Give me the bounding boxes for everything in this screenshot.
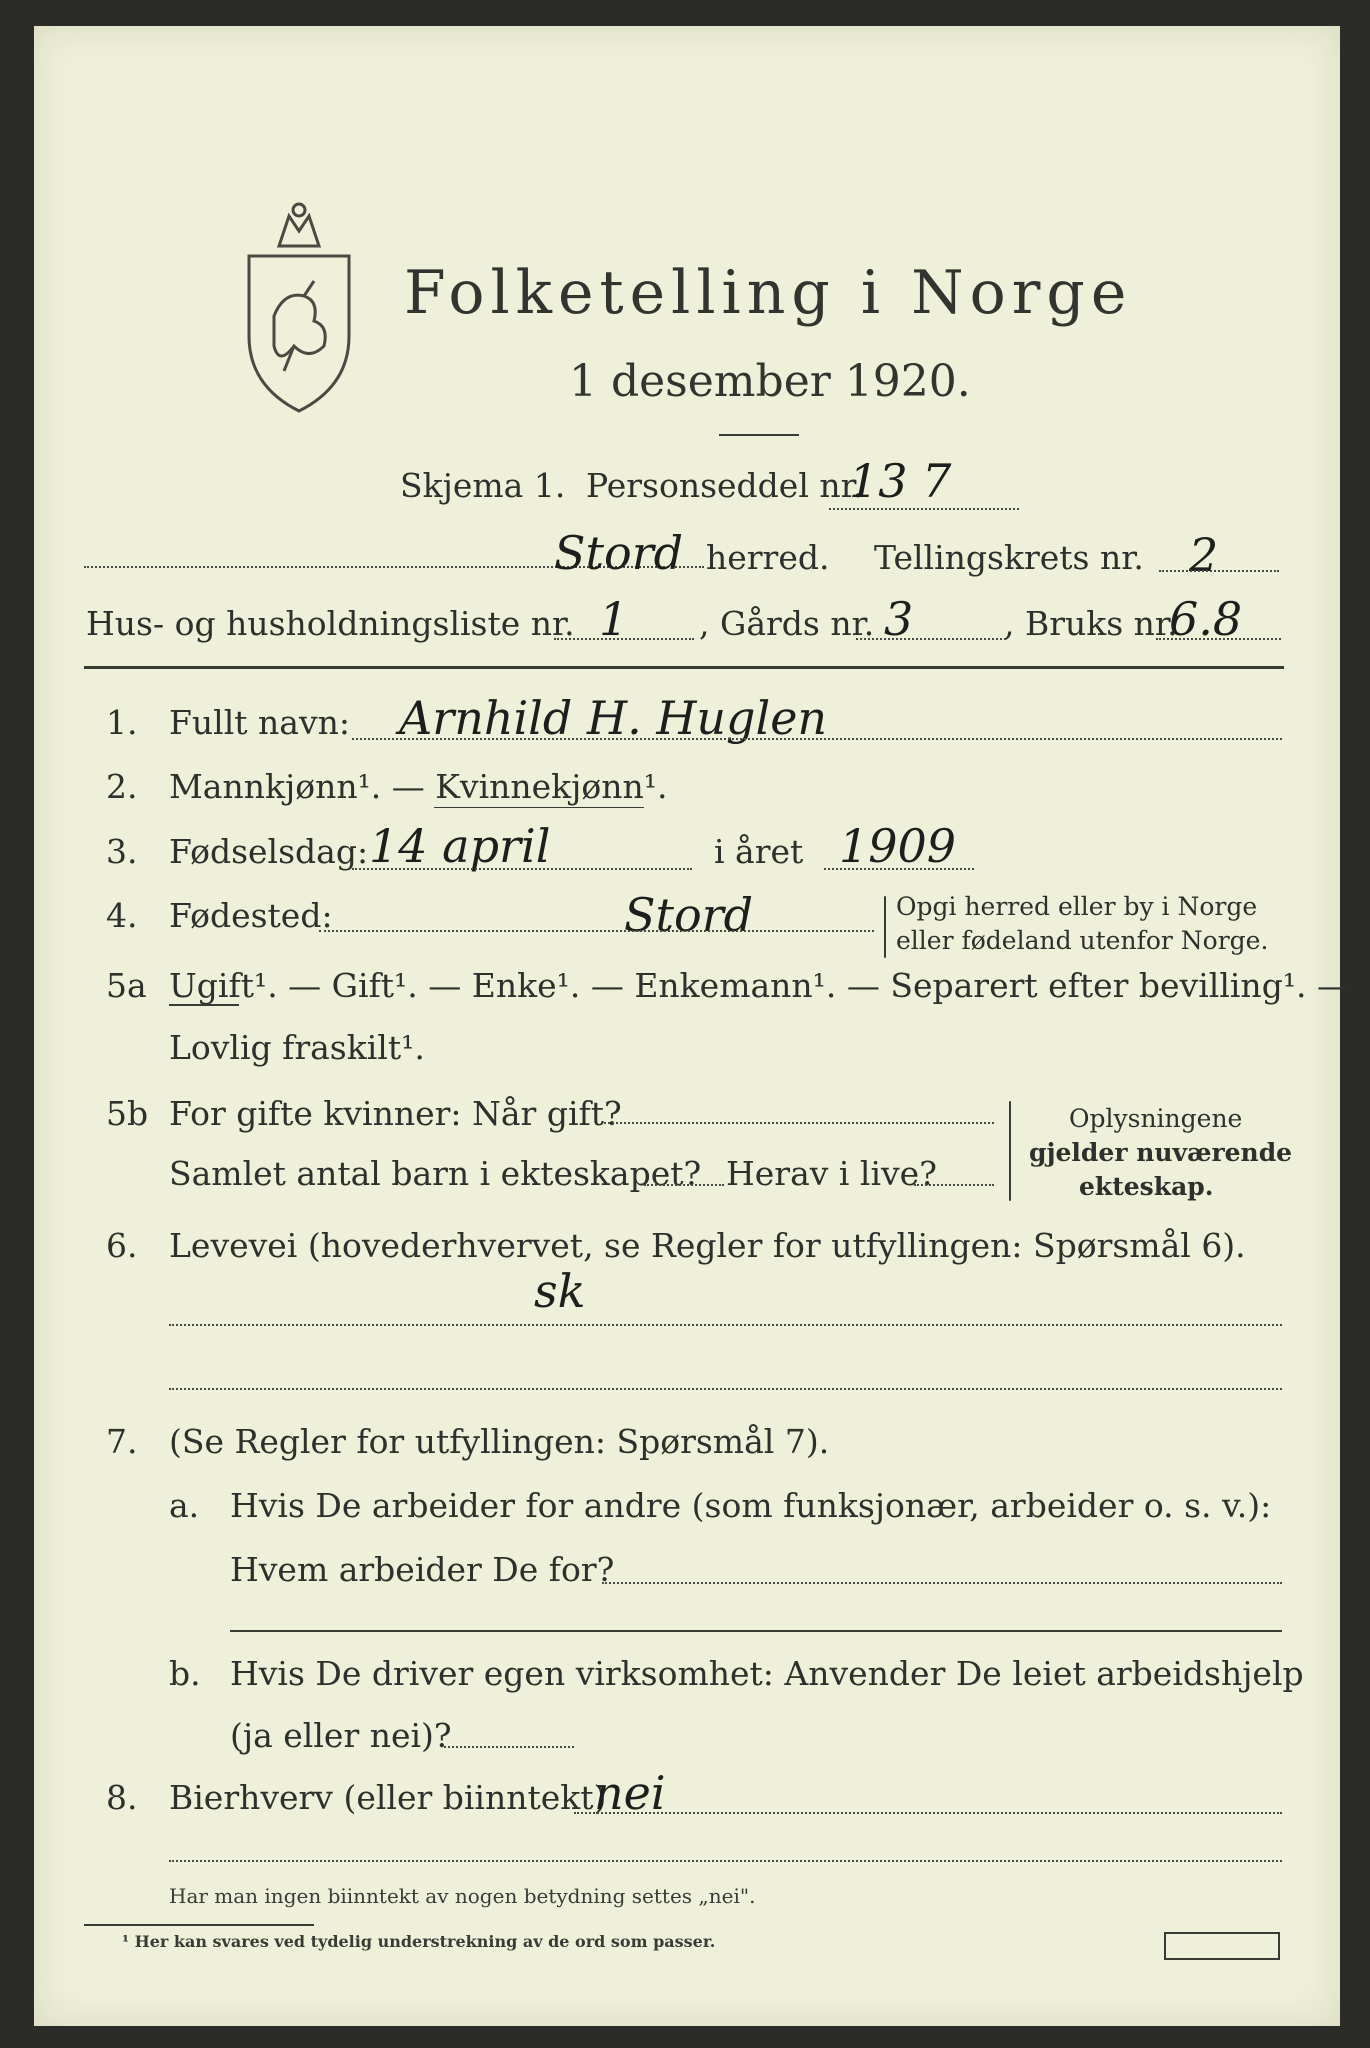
tellingskrets-line <box>1159 570 1279 572</box>
q7-number: 7. <box>106 1422 138 1461</box>
q6-line1 <box>169 1324 1282 1326</box>
census-date: 1 desember 1920. <box>569 356 971 407</box>
q5b-children-label: Samlet antal barn i ekteskapet? <box>169 1154 702 1193</box>
q6-label: Levevei (hovederhvervet, se Regler for utfyllingen: Spørsmål 6). <box>169 1226 1246 1265</box>
q3-year-value: 1909 <box>839 819 957 873</box>
personseddel-value: 13 7 <box>849 454 952 508</box>
q5a-underline-ugift <box>169 1004 239 1006</box>
q8-side-income-value: nei <box>594 1766 666 1820</box>
side-income-note: Har man ingen biinntekt av nogen betydning settes „nei". <box>169 1884 756 1908</box>
q7a-employer-line <box>602 1582 1282 1584</box>
q3-number: 3. <box>106 832 138 871</box>
q7b-line2: (ja eller nei)? <box>230 1716 452 1755</box>
q8-number: 8. <box>106 1778 138 1817</box>
coat-of-arms-icon <box>239 196 359 426</box>
q5b-children-line <box>644 1184 724 1186</box>
q5b-note-line2: gjelder nuværende <box>1029 1138 1293 1167</box>
q6-occupation-value: sk <box>534 1264 586 1318</box>
gards-line <box>856 638 1006 640</box>
q7a-employer-label: Hvem arbeider De for? <box>230 1550 615 1589</box>
printer-stamp-icon <box>1164 1932 1280 1960</box>
q4-label: Fødested: <box>169 896 333 935</box>
q5a-options: Ugift¹. — Gift¹. — Enke¹. — Enkemann¹. — Separert efter bevilling¹. — <box>169 966 1351 1005</box>
q7b-line1: Hvis De driver egen virksomhet: Anvender De leiet arbeidshjelp <box>230 1654 1304 1693</box>
q5b-number: 5b <box>106 1094 149 1133</box>
census-form-sheet <box>34 26 1351 2026</box>
q3-line <box>352 868 692 870</box>
q1-line <box>352 738 1282 740</box>
q6-line2 <box>169 1388 1282 1390</box>
husliste-label: Hus- og husholdningsliste nr. <box>86 604 575 643</box>
q5b-note-line1: Oplysningene <box>1069 1104 1243 1133</box>
q5b-married-line <box>604 1122 994 1124</box>
husliste-line <box>554 638 694 640</box>
q4-note-line2: eller fødeland utenfor Norge. <box>896 926 1269 955</box>
header-divider <box>84 666 1284 669</box>
q7a-employer-line2 <box>230 1630 1282 1632</box>
q5b-note-brace <box>1009 1101 1011 1201</box>
tellingskrets-label: Tellingskrets nr. <box>874 538 1144 577</box>
bruks-label: , Bruks nr. <box>1004 604 1178 643</box>
form-title: Folketelling i Norge <box>404 258 1133 328</box>
q2-underline-kvinnekjonn <box>434 807 644 808</box>
q8-line <box>574 1812 1282 1814</box>
q1-full-name-value: Arnhild H. Huglen <box>399 691 828 745</box>
q6-number: 6. <box>106 1226 138 1265</box>
q4-birthplace-value: Stord <box>624 888 754 942</box>
q7-label: (Se Regler for utfyllingen: Spørsmål 7). <box>169 1422 830 1461</box>
herred-label: herred. <box>706 538 830 577</box>
q7b-answer-line <box>444 1746 574 1748</box>
title-divider <box>719 434 799 436</box>
personseddel-label: Personseddel nr. <box>586 466 864 505</box>
q4-note-brace <box>884 896 886 958</box>
footnote: ¹ Her kan svares ved tydelig understrekning av de ord som passer. <box>122 1932 716 1951</box>
q5b-alive-label: Herav i live? <box>726 1154 937 1193</box>
bruks-line <box>1156 638 1281 640</box>
q7b-number: b. <box>169 1654 201 1693</box>
footnote-divider <box>84 1924 314 1926</box>
q7a-line1: Hvis De arbeider for andre (som funksjonær, arbeider o. s. v.): <box>230 1486 1272 1525</box>
q7a-number: a. <box>169 1486 200 1525</box>
q5b-line1-label: For gifte kvinner: Når gift? <box>169 1094 622 1133</box>
q4-note-line1: Opgi herred eller by i Norge <box>896 892 1258 921</box>
q1-number: 1. <box>106 703 138 742</box>
tellingskrets-value: 2 <box>1189 528 1219 582</box>
q3-birthday-value: 14 april <box>369 819 551 873</box>
q4-number: 4. <box>106 896 138 935</box>
q5a-number: 5a <box>106 966 147 1005</box>
gards-value: 3 <box>884 592 914 646</box>
husliste-value: 1 <box>599 592 629 646</box>
q4-line <box>319 930 874 932</box>
q5b-alive-line <box>914 1184 994 1186</box>
q1-label: Fullt navn: <box>169 703 350 742</box>
personseddel-line <box>829 508 1019 510</box>
q3-year-label: i året <box>714 832 804 871</box>
q2-label: Mannkjønn¹. — Kvinnekjønn¹. <box>169 767 668 806</box>
q5a-options-line2: Lovlig fraskilt¹. <box>169 1028 425 1067</box>
skjema-label: Skjema 1. <box>400 466 566 505</box>
gards-label: , Gårds nr. <box>699 604 875 643</box>
q5b-note-line3: ekteskap. <box>1079 1172 1214 1201</box>
q8-label: Bierhverv (eller biinntekt) <box>169 1778 607 1817</box>
q8-line2 <box>169 1860 1282 1862</box>
q2-number: 2. <box>106 767 138 806</box>
q3-label: Fødselsdag: <box>169 832 369 871</box>
q3-year-line <box>824 868 974 870</box>
bruks-value: 6.8 <box>1169 592 1243 646</box>
herred-value: Stord <box>554 526 684 580</box>
